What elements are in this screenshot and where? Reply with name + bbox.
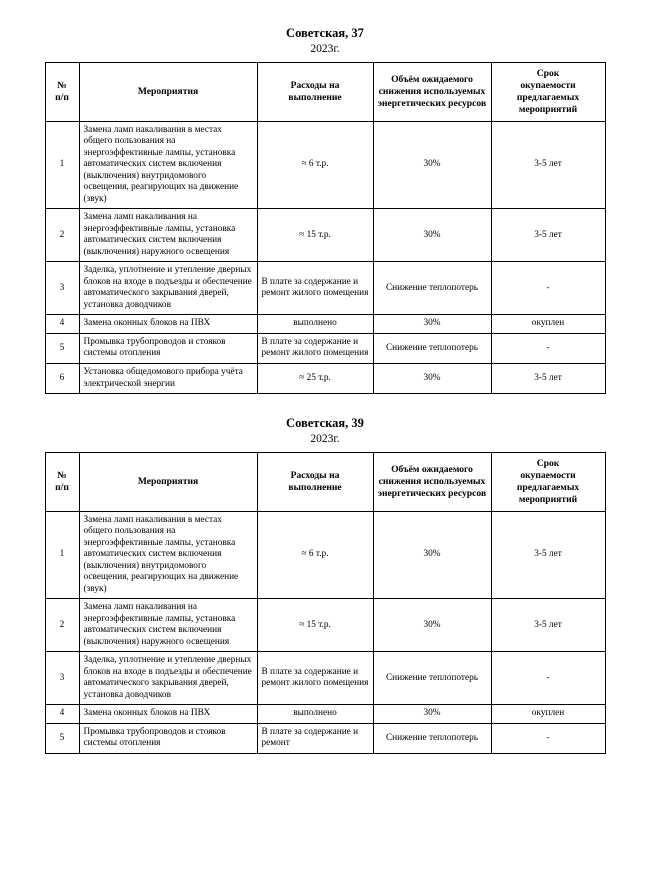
- table-row: [45, 209, 605, 262]
- column-header-number-line1: №: [57, 80, 67, 92]
- column-header-number-line2: п/п: [55, 91, 69, 103]
- row-volume: 30%: [373, 705, 491, 724]
- row-number: 2: [45, 599, 79, 652]
- column-header-payback-line1: Срок: [536, 458, 560, 470]
- table-row: [45, 121, 605, 209]
- measures-table-2: [45, 452, 606, 754]
- table-header-row: [45, 63, 605, 122]
- row-payback: 3-5 лет: [491, 209, 605, 262]
- row-volume: 30%: [373, 121, 491, 209]
- column-header-cost: [257, 453, 373, 512]
- row-cost: В плате за содержание и ремонт жилого помещения: [257, 652, 373, 705]
- column-header-number-line2: п/п: [55, 481, 69, 493]
- row-payback: -: [491, 333, 605, 363]
- column-header-cost-line1: Расходы на: [290, 470, 340, 482]
- column-header-number-line1: №: [57, 470, 67, 482]
- row-cost: выполнено: [257, 315, 373, 334]
- row-cost: ≈ 25 т.р.: [257, 363, 373, 393]
- column-header-cost-line2: выполнение: [288, 481, 342, 493]
- table-row: [45, 511, 605, 599]
- row-measure: Замена оконных блоков на ПВХ: [79, 705, 257, 724]
- row-cost: ≈ 15 т.р.: [257, 599, 373, 652]
- table-body-2: [45, 511, 605, 753]
- row-cost: В плате за содержание и ремонт: [257, 723, 373, 753]
- row-measure: Установка общедомового прибора учёта электрической энергии: [79, 363, 257, 393]
- row-volume: 30%: [373, 363, 491, 393]
- row-number: 1: [45, 511, 79, 599]
- row-volume: Снижение теплопотерь: [373, 333, 491, 363]
- column-header-volume: Объём ожидаемого снижения используемых энергетических ресурсов: [373, 63, 491, 122]
- row-number: 3: [45, 262, 79, 315]
- column-header-payback: [491, 63, 605, 122]
- row-volume: Снижение теплопотерь: [373, 723, 491, 753]
- row-measure: Заделка, уплотнение и утепление дверных блоков на входе в подъезды и обеспечение автоматического закрывания дверей, установка доводчиков: [79, 262, 257, 315]
- row-volume: Снижение теплопотерь: [373, 652, 491, 705]
- column-header-cost-line2: выполнение: [288, 91, 342, 103]
- row-measure: Заделка, уплотнение и утепление дверных блоков на входе в подъезды и обеспечение автоматического закрывания дверей, установка доводчиков: [79, 652, 257, 705]
- row-number: 5: [45, 333, 79, 363]
- column-header-payback-line2: окупаемости: [520, 80, 576, 92]
- row-volume: 30%: [373, 315, 491, 334]
- table-row: [45, 723, 605, 753]
- row-payback: -: [491, 652, 605, 705]
- row-measure: Замена оконных блоков на ПВХ: [79, 315, 257, 334]
- row-number: 3: [45, 652, 79, 705]
- table-row: [45, 333, 605, 363]
- row-measure: Замена ламп накаливания на энергоэффективные лампы, установка автоматических систем включения (выключения) наружного освещения: [79, 209, 257, 262]
- row-measure: Замена ламп накаливания на энергоэффективные лампы, установка автоматических систем включения (выключения) наружного освещения: [79, 599, 257, 652]
- column-header-payback-line1: Срок: [536, 68, 560, 80]
- column-header-measures: Мероприятия: [79, 63, 257, 122]
- row-cost: выполнено: [257, 705, 373, 724]
- table-row: [45, 705, 605, 724]
- column-header-cost-line1: Расходы на: [290, 80, 340, 92]
- section-sovetskaya-37: [0, 26, 650, 394]
- page-subtitle-2: 2023г.: [310, 432, 340, 445]
- table-header-row: [45, 453, 605, 512]
- row-volume: Снижение теплопотерь: [373, 262, 491, 315]
- row-payback: 3-5 лет: [491, 599, 605, 652]
- table-row: [45, 315, 605, 334]
- page-title-2: Советская, 39: [286, 416, 364, 431]
- measures-table: [45, 62, 606, 394]
- section-sovetskaya-39: [0, 416, 650, 754]
- row-payback: 3-5 лет: [491, 363, 605, 393]
- row-cost: ≈ 6 т.р.: [257, 511, 373, 599]
- page-subtitle: 2023г.: [310, 42, 340, 55]
- table-row: [45, 652, 605, 705]
- row-payback: 3-5 лет: [491, 121, 605, 209]
- row-cost: В плате за содержание и ремонт жилого помещения: [257, 333, 373, 363]
- row-cost: ≈ 15 т.р.: [257, 209, 373, 262]
- column-header-measures: Мероприятия: [79, 453, 257, 512]
- row-number: 1: [45, 121, 79, 209]
- table-row: [45, 599, 605, 652]
- column-header-payback-line3: предлагаемых: [516, 481, 580, 493]
- row-cost: В плате за содержание и ремонт жилого помещения: [257, 262, 373, 315]
- column-header-payback-line4: мероприятий: [518, 103, 578, 115]
- row-measure: Промывка трубопроводов и стояков системы отопления: [79, 333, 257, 363]
- column-header-payback-line2: окупаемости: [520, 470, 576, 482]
- row-volume: 30%: [373, 599, 491, 652]
- row-cost: ≈ 6 т.р.: [257, 121, 373, 209]
- row-measure: Промывка трубопроводов и стояков системы отопления: [79, 723, 257, 753]
- row-volume: 30%: [373, 209, 491, 262]
- row-measure: Замена ламп накаливания в местах общего пользования на энергоэффективные лампы, установка автоматических систем включения (выключения) внутридомового освещения, реагирующих на движение (звук): [79, 511, 257, 599]
- column-header-payback: [491, 453, 605, 512]
- column-header-cost: [257, 63, 373, 122]
- column-header-volume: Объём ожидаемого снижения используемых энергетических ресурсов: [373, 453, 491, 512]
- row-payback: -: [491, 262, 605, 315]
- row-measure: Замена ламп накаливания в местах общего пользования на энергоэффективные лампы, установка автоматических систем включения (выключения) внутридомового освещения, реагирующих на движение (звук): [79, 121, 257, 209]
- row-payback: окуплен: [491, 705, 605, 724]
- table-row: [45, 262, 605, 315]
- row-payback: окуплен: [491, 315, 605, 334]
- table-row: [45, 363, 605, 393]
- column-header-number: [45, 63, 79, 122]
- row-number: 4: [45, 705, 79, 724]
- row-number: 2: [45, 209, 79, 262]
- row-number: 6: [45, 363, 79, 393]
- row-number: 4: [45, 315, 79, 334]
- column-header-payback-line3: предлагаемых: [516, 91, 580, 103]
- row-volume: 30%: [373, 511, 491, 599]
- table-body-1: [45, 121, 605, 393]
- column-header-number: [45, 453, 79, 512]
- row-payback: 3-5 лет: [491, 511, 605, 599]
- row-payback: -: [491, 723, 605, 753]
- column-header-payback-line4: мероприятий: [518, 493, 578, 505]
- page-title: Советская, 37: [286, 26, 364, 40]
- row-number: 5: [45, 723, 79, 753]
